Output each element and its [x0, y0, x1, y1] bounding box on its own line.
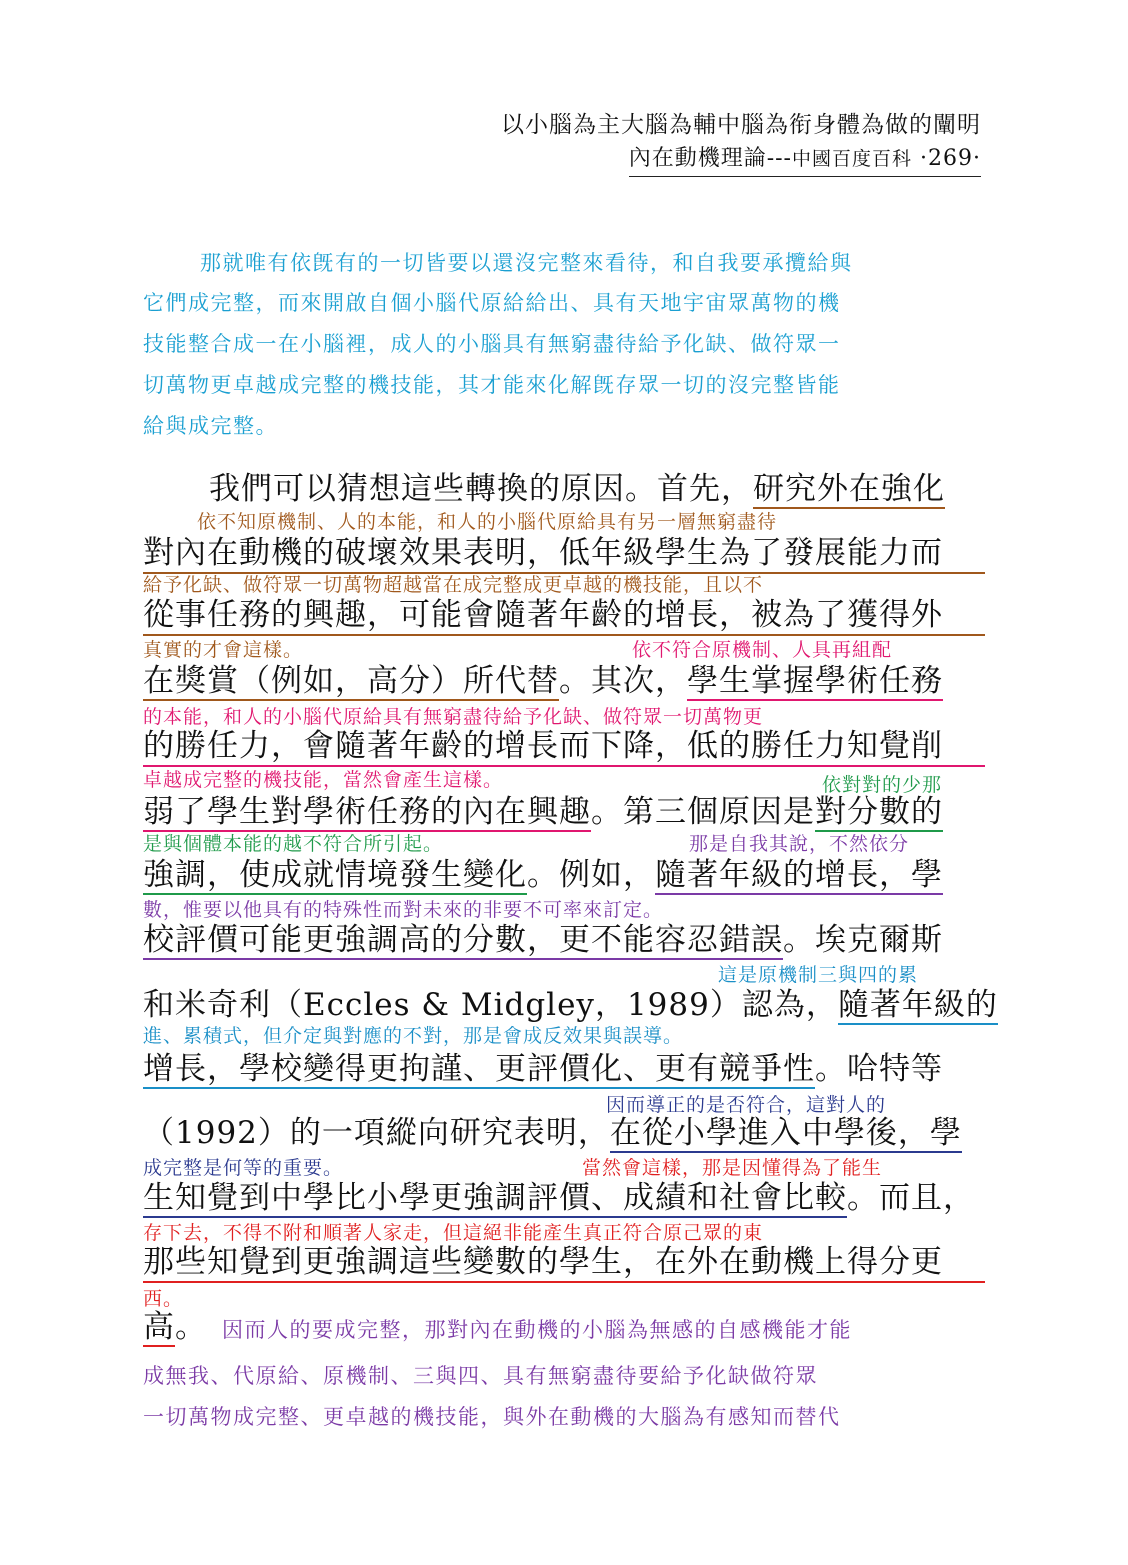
annotation-9: 進、累積式，但介定與對應的不對，那是會成反效果與誤導。 [143, 1025, 684, 1047]
body-text: 。第三個原因是 [591, 794, 815, 830]
underlined-passage: 在獎賞（例如，高分）所代替 [143, 663, 559, 699]
intro-line-3: 技能整合成一在小腦裡，成人的小腦具有無窮盡待給予化缺、做符眾一 [143, 332, 841, 356]
annotation-12: 存下去，不得不附和順著人家走，但這絕非能產生真正符合原己眾的東 [143, 1222, 764, 1244]
header-subtitle-main: 內在動機理論--- [628, 146, 792, 171]
annotation-6-right: 那是自我其說，不然依分 [689, 833, 910, 855]
body-line-4 [143, 662, 985, 700]
annotation-3-right: 依不符合原機制、人具再組配 [632, 639, 893, 661]
intro-line-4: 切萬物更卓越成完整的機技能，其才能來化解旣存眾一切的沒完整皆能 [143, 373, 841, 397]
annotation-5-right: 依對對的少那 [822, 774, 943, 796]
annotation-13: 西。 [143, 1288, 184, 1310]
annotation-10: 因而導正的是否符合，這對人的 [606, 1094, 887, 1116]
body-line-8 [143, 921, 985, 959]
page-number: ·269· [920, 146, 981, 171]
underlined-passage: 強調，使成就情境發生變化 [143, 857, 527, 893]
annotation-8: 這是原機制三與四的累 [718, 964, 919, 986]
body-line-3: 從事任務的興趣，可能會隨著年齡的增長，被為了獲得外 [143, 596, 985, 636]
body-line-10 [143, 1050, 985, 1088]
underlined-passage: 研究外在強化 [753, 471, 945, 507]
annotation-3-left: 真實的才會這樣。 [143, 639, 304, 661]
intro-line-1: 那就唯有依旣有的一切皆要以還沒完整來看待，和自我要承攬給與 [200, 251, 853, 275]
body-line-5: 的勝任力，會隨著年齡的增長而下降，低的勝任力知覺削 [143, 727, 985, 767]
underlined-passage: 對分數的 [815, 794, 943, 830]
body-text: 。其次， [559, 663, 687, 699]
underlined-passage: 高 [143, 1309, 175, 1345]
body-text: 。哈特等 [815, 1051, 943, 1087]
underlined-passage: 在從小學進入中學後，學 [609, 1115, 962, 1151]
body-line-13: 那些知覺到更強調這些變數的學生，在外在動機上得分更 [143, 1243, 985, 1283]
annotation-11-left: 成完整是何等的重要。 [143, 1157, 344, 1179]
body-text: 。例如， [527, 857, 655, 893]
body-text: 。 [175, 1309, 207, 1345]
annotation-2: 給予化缺、做符眾一切萬物超越當在成完整成更卓越的機技能，且以不 [143, 574, 764, 596]
tail-line-1: 因而人的要成完整，那對內在動機的小腦為無感的自感機能才能 [222, 1318, 852, 1342]
intro-line-2: 它們成完整，而來開啟自個小腦代原給給出、具有天地宇宙眾萬物的機 [143, 291, 841, 315]
underlined-passage: 學生掌握學術任務 [687, 663, 943, 699]
body-line-1 [143, 470, 1051, 508]
underlined-passage: 隨著年級的增長，學 [655, 857, 943, 893]
body-text: 。而且， [847, 1180, 975, 1216]
tail-line-3: 一切萬物成完整、更卓越的機技能，與外在動機的大腦為有感知而替代 [143, 1405, 841, 1429]
body-text: 和米奇利（Eccles & Midgley，1989）認為， [143, 987, 838, 1023]
annotation-7: 數，惟要以他具有的特殊性而對未來的非要不可率來訂定。 [143, 899, 664, 921]
body-text: 我們可以猜想這些轉換的原因。首先， [209, 471, 753, 507]
header-subtitle-source: 中國百度百科 [792, 148, 913, 170]
tail-line-2: 成無我、代原給、原機制、三與四、具有無窮盡待要給予化缺做符眾 [143, 1364, 818, 1388]
body-line-7 [143, 856, 985, 894]
underlined-passage: 隨著年級的 [837, 987, 998, 1023]
annotation-4: 的本能，和人的小腦代原給具有無窮盡待給予化缺、做符眾一切萬物更 [143, 706, 764, 728]
body-line-12 [143, 1179, 985, 1217]
annotation-1: 依不知原機制、人的本能，和人的小腦代原給具有另一層無窮盡待 [197, 511, 778, 533]
body-line-9 [143, 986, 998, 1024]
annotation-6-left: 是與個體本能的越不符合所引起。 [143, 833, 444, 855]
header-subtitle-line [629, 142, 981, 177]
intro-line-5: 給與成完整。 [143, 414, 278, 438]
underlined-passage: 增長，學校變得更拘謹、更評價化、更有競爭性 [143, 1051, 815, 1087]
body-text: 。埃克爾斯 [783, 922, 943, 958]
running-header [501, 108, 981, 177]
annotation-11-right: 當然會這樣，那是因懂得為了能生 [582, 1157, 883, 1179]
underlined-passage: 校評價可能更強調高的分數，更不能容忍錯誤 [143, 922, 783, 958]
body-line-2: 對內在動機的破壞效果表明，低年級學生為了發展能力而 [143, 534, 985, 574]
body-line-6 [143, 793, 985, 831]
body-line-11 [143, 1114, 985, 1152]
annotation-5-left: 卓越成完整的機技能，當然會產生這樣。 [143, 769, 504, 791]
underlined-passage: 生知覺到中學比小學更強調評價、成績和社會比較 [143, 1180, 847, 1216]
body-text: （1992）的一項縱向研究表明， [143, 1115, 610, 1151]
header-title-line: 以小腦為主大腦為輔中腦為衔身體為做的闡明 [501, 112, 981, 138]
underlined-passage: 弱了學生對學術任務的內在興趣 [143, 794, 591, 830]
